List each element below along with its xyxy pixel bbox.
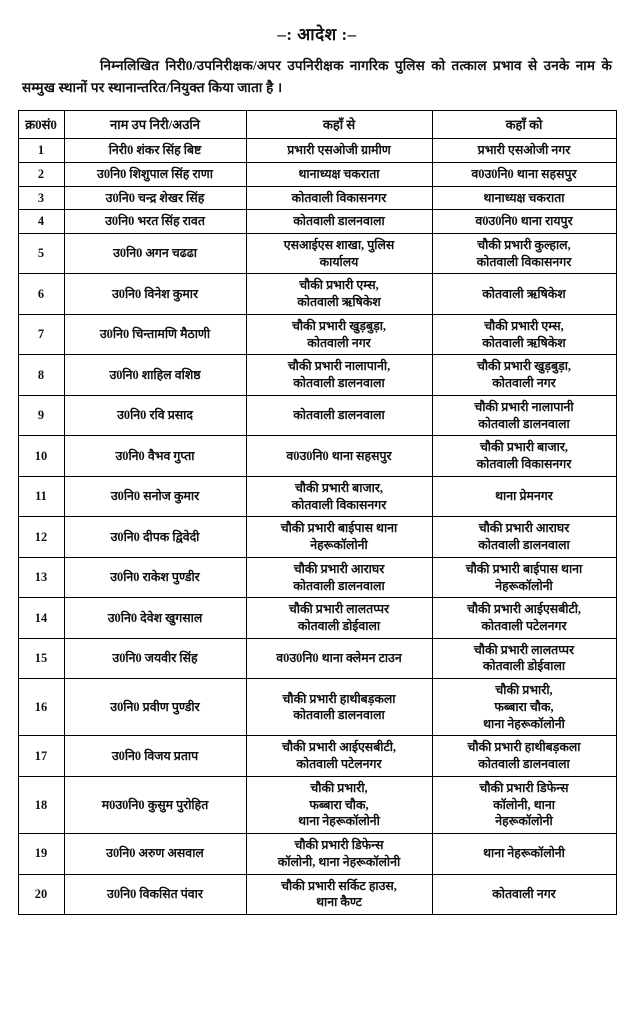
- cell-posting-from: [246, 776, 432, 833]
- cell-lines: [437, 286, 612, 303]
- cell-line: चौकी प्रभारी लालतप्पर: [473, 642, 575, 657]
- cell-line: चौकी प्रभारी डिफेन्स: [294, 838, 384, 853]
- transfer-order-table: [18, 110, 617, 915]
- cell-posting-from: [246, 314, 432, 354]
- cell-lines: [437, 237, 612, 270]
- cell-posting-to: [432, 210, 616, 234]
- cell-serial: 13: [18, 557, 64, 597]
- table-body: [18, 139, 616, 915]
- cell-line: चौकी प्रभारी खुड़बुड़ा,: [291, 318, 387, 333]
- cell-lines: [251, 448, 428, 465]
- cell-posting-from: [246, 436, 432, 476]
- cell-lines: [437, 601, 612, 634]
- cell-posting-from: [246, 274, 432, 314]
- cell-posting-from: [246, 598, 432, 638]
- cell-lines: [251, 407, 428, 424]
- cell-serial: 15: [18, 638, 64, 678]
- cell-posting-to: [432, 186, 616, 210]
- cell-lines: [251, 691, 428, 724]
- cell-line: थाना प्रेमनगर: [495, 489, 553, 504]
- cell-officer-name: उ0नि0 चिन्तामणि मैठाणी: [64, 314, 246, 354]
- cell-line: कोतवाली ऋषिकेश: [482, 286, 566, 301]
- cell-line: कोतवाली पटेलनगर: [296, 757, 382, 772]
- cell-lines: [251, 190, 428, 207]
- cell-line: कोतवाली पटेलनगर: [481, 618, 567, 633]
- cell-serial: 6: [18, 274, 64, 314]
- cell-line: चौकी प्रभारी बाजार,: [479, 440, 569, 455]
- cell-lines: [437, 399, 612, 432]
- cell-line: कोतवाली नगर: [307, 335, 371, 350]
- cell-line: कोतवाली डोईवाला: [297, 618, 381, 633]
- cell-lines: [251, 237, 428, 270]
- cell-posting-from: [246, 355, 432, 395]
- cell-posting-from: [246, 557, 432, 597]
- cell-lines: [437, 439, 612, 472]
- cell-line: कोतवाली नगर: [492, 376, 556, 391]
- cell-line: कोतवाली विकासनगर: [476, 254, 572, 269]
- cell-line: चौकी प्रभारी आईएसबीटी,: [281, 740, 397, 755]
- table-row: [18, 355, 616, 395]
- cell-line: चौकी प्रभारी लालतप्पर: [288, 602, 390, 617]
- cell-posting-to: [432, 638, 616, 678]
- cell-posting-from: [246, 162, 432, 186]
- cell-line: व0उ0नि0 थाना सहसपुर: [471, 166, 577, 181]
- cell-posting-to: [432, 355, 616, 395]
- cell-officer-name: उ0नि0 शाहिल वशिष्ठ: [64, 355, 246, 395]
- cell-lines: [251, 837, 428, 870]
- cell-line: चौकी प्रभारी आराघर: [293, 561, 385, 576]
- cell-posting-to: [432, 874, 616, 914]
- cell-officer-name: उ0नि0 भरत सिंह रावत: [64, 210, 246, 234]
- cell-line: कोतवाली डालनवाला: [293, 214, 385, 229]
- table-row: [18, 874, 616, 914]
- cell-serial: 4: [18, 210, 64, 234]
- cell-serial: 16: [18, 679, 64, 736]
- cell-lines: [251, 480, 428, 513]
- cell-line: कॉलोनी, थाना नेहरूकॉलोनी: [277, 854, 401, 869]
- cell-officer-name: उ0नि0 विनेश कुमार: [64, 274, 246, 314]
- cell-officer-name: उ0नि0 प्रवीण पुण्डीर: [64, 679, 246, 736]
- cell-line: कोतवाली डालनवाला: [478, 416, 570, 431]
- cell-line: फब्बारा चौक,: [309, 797, 369, 812]
- cell-line: कोतवाली डालनवाला: [478, 538, 570, 553]
- cell-posting-from: [246, 834, 432, 874]
- table-row: [18, 517, 616, 557]
- cell-line: व0उ0नि0 थाना क्लेमन टाउन: [276, 651, 402, 666]
- cell-posting-from: [246, 234, 432, 274]
- cell-lines: [251, 213, 428, 230]
- cell-serial: 8: [18, 355, 64, 395]
- cell-line: चौकी प्रभारी आराघर: [478, 521, 570, 536]
- cell-posting-to: [432, 476, 616, 516]
- cell-lines: [251, 520, 428, 553]
- cell-officer-name: उ0नि0 अरुण असवाल: [64, 834, 246, 874]
- cell-posting-to: [432, 834, 616, 874]
- cell-line: थाना नेहरूकॉलोनी: [483, 846, 565, 861]
- cell-line: चौकी प्रभारी हाथीबड़कला: [467, 740, 581, 755]
- table-row: [18, 436, 616, 476]
- cell-lines: [437, 142, 612, 159]
- table-row: [18, 557, 616, 597]
- cell-line: थानाध्यक्ष चकराता: [298, 166, 380, 181]
- cell-officer-name: उ0नि0 दीपक द्विवेदी: [64, 517, 246, 557]
- cell-line: कोतवाली विकासनगर: [291, 190, 387, 205]
- cell-lines: [437, 213, 612, 230]
- cell-line: कोतवाली डालनवाला: [293, 578, 385, 593]
- cell-line: एसआईएस शाखा, पुलिस: [283, 238, 395, 253]
- cell-lines: [437, 886, 612, 903]
- table-row: [18, 476, 616, 516]
- cell-serial: 1: [18, 139, 64, 163]
- cell-line: कॉलोनी, थाना: [493, 797, 555, 812]
- cell-lines: [437, 780, 612, 830]
- table-row: [18, 274, 616, 314]
- table-row: [18, 736, 616, 776]
- cell-line: चौकी प्रभारी एम्स,: [299, 278, 379, 293]
- cell-line: कोतवाली डालनवाला: [478, 757, 570, 772]
- cell-serial: 3: [18, 186, 64, 210]
- cell-posting-to: [432, 736, 616, 776]
- cell-officer-name: उ0नि0 अगन चढढा: [64, 234, 246, 274]
- cell-line: थाना नेहरूकॉलोनी: [298, 814, 380, 829]
- table-row: [18, 395, 616, 435]
- cell-posting-to: [432, 436, 616, 476]
- cell-officer-name: उ0नि0 जयवीर सिंह: [64, 638, 246, 678]
- cell-serial: 2: [18, 162, 64, 186]
- cell-officer-name: उ0नि0 राकेश पुण्डीर: [64, 557, 246, 597]
- cell-line: चौकी प्रभारी नालापानी,: [287, 359, 391, 374]
- cell-officer-name: म0उ0नि0 कुसुम पुरोहित: [64, 776, 246, 833]
- cell-lines: [251, 650, 428, 667]
- intro-line-1: निम्नलिखित निरी0/उपनिरीक्षक/अपर उपनिरीक्षक नागरिक पुलिस को तत्काल: [100, 58, 487, 73]
- cell-lines: [251, 878, 428, 911]
- cell-line: कोतवाली डालनवाला: [293, 376, 385, 391]
- cell-officer-name: निरी0 शंकर सिंह बिष्ट: [64, 139, 246, 163]
- cell-line: प्रभारी एसओजी ग्रामीण: [287, 143, 391, 158]
- cell-lines: [251, 318, 428, 351]
- cell-serial: 14: [18, 598, 64, 638]
- cell-line: कोतवाली ऋषिकेश: [482, 335, 566, 350]
- cell-line: थाना कैण्ट: [316, 895, 362, 910]
- table-row: [18, 834, 616, 874]
- cell-serial: 9: [18, 395, 64, 435]
- cell-lines: [251, 561, 428, 594]
- cell-serial: 18: [18, 776, 64, 833]
- column-header-to: कहाँ को: [432, 110, 616, 139]
- table-header-row: [18, 110, 616, 139]
- cell-posting-to: [432, 679, 616, 736]
- cell-serial: 7: [18, 314, 64, 354]
- cell-line: व0उ0नि0 थाना रायपुर: [475, 214, 573, 229]
- cell-posting-to: [432, 776, 616, 833]
- cell-line: कार्यालय: [319, 254, 359, 269]
- cell-line: कोतवाली विकासनगर: [476, 457, 572, 472]
- cell-serial: 20: [18, 874, 64, 914]
- cell-lines: [437, 642, 612, 675]
- table-row: [18, 679, 616, 736]
- cell-serial: 19: [18, 834, 64, 874]
- cell-line: नेहरूकॉलोनी: [495, 814, 553, 829]
- cell-posting-from: [246, 476, 432, 516]
- cell-line: चौकी प्रभारी,: [495, 683, 553, 698]
- cell-serial: 12: [18, 517, 64, 557]
- cell-lines: [437, 190, 612, 207]
- cell-posting-from: [246, 638, 432, 678]
- cell-officer-name: उ0नि0 चन्द्र शेखर सिंह: [64, 186, 246, 210]
- table-row: [18, 776, 616, 833]
- table-row: [18, 139, 616, 163]
- cell-lines: [437, 845, 612, 862]
- cell-posting-to: [432, 395, 616, 435]
- cell-lines: [251, 358, 428, 391]
- cell-lines: [437, 561, 612, 594]
- cell-posting-to: [432, 557, 616, 597]
- cell-line: चौकी प्रभारी बाजार,: [294, 480, 384, 495]
- table-row: [18, 314, 616, 354]
- cell-lines: [251, 166, 428, 183]
- cell-lines: [251, 601, 428, 634]
- cell-line: कोतवाली डोईवाला: [482, 659, 566, 674]
- table-row: [18, 638, 616, 678]
- cell-posting-to: [432, 162, 616, 186]
- cell-lines: [437, 166, 612, 183]
- cell-line: थाना नेहरूकॉलोनी: [483, 716, 565, 731]
- cell-lines: [437, 318, 612, 351]
- cell-line: नेहरूकॉलोनी: [310, 538, 368, 553]
- cell-serial: 5: [18, 234, 64, 274]
- cell-line: चौकी प्रभारी,: [310, 780, 368, 795]
- column-header-name: नाम उप निरी/अउनि: [64, 110, 246, 139]
- cell-officer-name: उ0नि0 रवि प्रसाद: [64, 395, 246, 435]
- cell-line: कोतवाली डालनवाला: [293, 408, 385, 423]
- cell-line: चौकी प्रभारी नालापानी: [474, 399, 574, 414]
- cell-posting-from: [246, 210, 432, 234]
- cell-line: फब्बारा चौक,: [494, 699, 554, 714]
- cell-line: चौकी प्रभारी खुड़बुड़ा,: [476, 359, 572, 374]
- cell-lines: [251, 780, 428, 830]
- cell-posting-from: [246, 736, 432, 776]
- cell-posting-to: [432, 314, 616, 354]
- cell-serial: 10: [18, 436, 64, 476]
- cell-line: कोतवाली ऋषिकेश: [297, 295, 381, 310]
- cell-line: कोतवाली डालनवाला: [293, 708, 385, 723]
- cell-line: चौकी प्रभारी बाईपास थाना: [280, 521, 398, 536]
- page-title: –: आदेश :–: [277, 25, 357, 44]
- cell-posting-to: [432, 517, 616, 557]
- cell-posting-from: [246, 517, 432, 557]
- cell-officer-name: उ0नि0 वैभव गुप्ता: [64, 436, 246, 476]
- cell-posting-from: [246, 395, 432, 435]
- cell-line: चौकी प्रभारी कुल्हाल,: [477, 238, 571, 253]
- cell-lines: [251, 142, 428, 159]
- cell-lines: [437, 739, 612, 772]
- cell-line: थानाध्यक्ष चकराता: [483, 190, 565, 205]
- cell-line: प्रभारी एसओजी नगर: [477, 143, 571, 158]
- table-row: [18, 598, 616, 638]
- cell-line: चौकी प्रभारी हाथीबड़कला: [282, 691, 396, 706]
- cell-posting-from: [246, 679, 432, 736]
- cell-posting-to: [432, 598, 616, 638]
- cell-lines: [437, 520, 612, 553]
- cell-lines: [437, 488, 612, 505]
- cell-line: चौकी प्रभारी बाईपास थाना: [465, 561, 583, 576]
- cell-posting-from: [246, 139, 432, 163]
- cell-posting-to: [432, 234, 616, 274]
- cell-line: चौकी प्रभारी सर्किट हाउस,: [281, 878, 397, 893]
- cell-line: कोतवाली नगर: [492, 886, 556, 901]
- table-row: [18, 210, 616, 234]
- table-row: [18, 234, 616, 274]
- cell-serial: 11: [18, 476, 64, 516]
- cell-lines: [437, 682, 612, 732]
- table-row: [18, 186, 616, 210]
- column-header-serial: क्र0सं0: [18, 110, 64, 139]
- intro-paragraph: [22, 55, 612, 100]
- column-header-from: कहाँ से: [246, 110, 432, 139]
- cell-posting-to: [432, 274, 616, 314]
- cell-line: नेहरूकॉलोनी: [495, 578, 553, 593]
- cell-lines: [437, 358, 612, 391]
- cell-officer-name: उ0नि0 सनोज कुमार: [64, 476, 246, 516]
- cell-officer-name: उ0नि0 विजय प्रताप: [64, 736, 246, 776]
- cell-line: चौकी प्रभारी डिफेन्स: [479, 780, 569, 795]
- cell-line: कोतवाली विकासनगर: [291, 497, 387, 512]
- cell-officer-name: उ0नि0 विकसित पंवार: [64, 874, 246, 914]
- cell-line: व0उ0नि0 थाना सहसपुर: [286, 448, 392, 463]
- cell-posting-from: [246, 874, 432, 914]
- intro-line-2: प्रभाव से उनके नाम के सम्मुख स्थानों पर स्थानान्तरित/नियुक्त किया जाता है ।: [22, 58, 613, 96]
- cell-line: चौकी प्रभारी एम्स,: [484, 318, 564, 333]
- cell-lines: [251, 277, 428, 310]
- cell-officer-name: उ0नि0 देवेश खुगसाल: [64, 598, 246, 638]
- cell-officer-name: उ0नि0 शिशुपाल सिंह राणा: [64, 162, 246, 186]
- cell-serial: 17: [18, 736, 64, 776]
- table-header: [18, 110, 616, 139]
- table-row: [18, 162, 616, 186]
- cell-line: चौकी प्रभारी आईएसबीटी,: [466, 602, 582, 617]
- cell-lines: [251, 739, 428, 772]
- cell-posting-to: [432, 139, 616, 163]
- cell-posting-from: [246, 186, 432, 210]
